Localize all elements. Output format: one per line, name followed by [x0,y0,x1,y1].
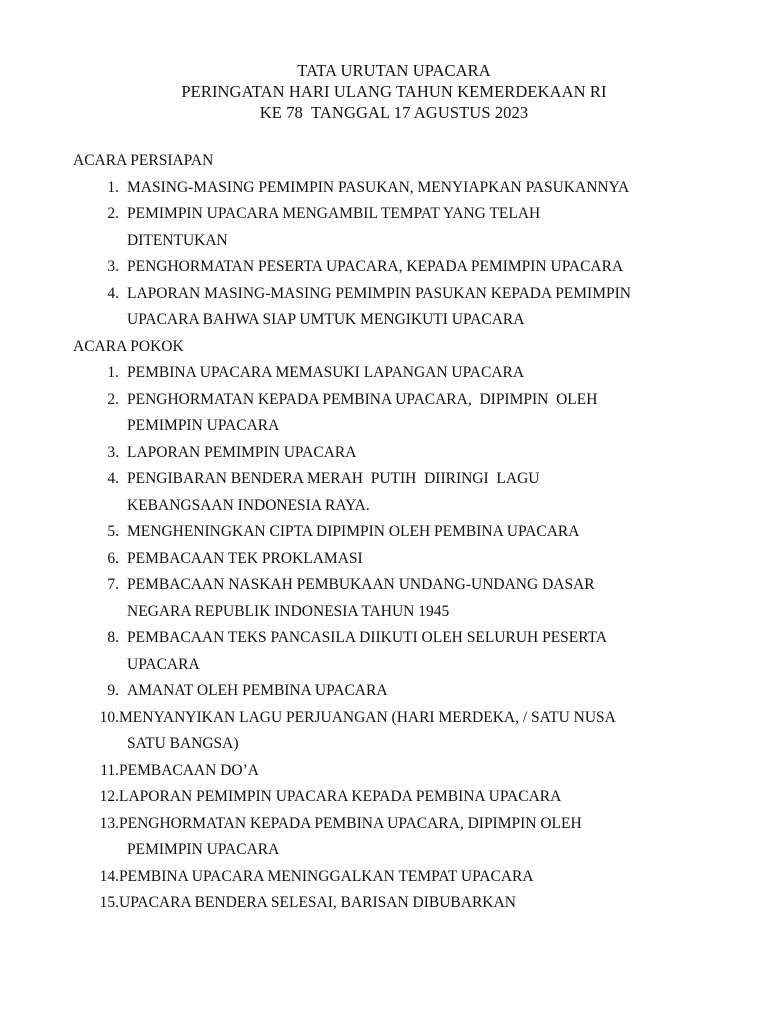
list-item-number: 14. [99,867,119,885]
list-item-continuation-line: UPACARA [127,655,200,673]
list-item-text [119,625,753,678]
title-line-3: KE 78 TANGGAL 17 AGUSTUS 2023 [259,103,529,122]
list-item-line: LAPORAN MASING-MASING PEMIMPIN PASUKAN KEPADA PEMIMPIN [127,284,631,302]
list-item [73,705,753,758]
list-item-line: LAPORAN PEMIMPIN UPACARA KEPADA PEMBINA UPACARA [119,788,562,805]
list-item-text [119,387,753,440]
list-item-number: 12. [99,788,119,805]
list-item-text [119,254,753,281]
section-heading: ACARA PERSIAPAN [73,152,214,169]
list-item-text [119,201,753,254]
list-item-number: 15. [99,894,119,911]
list-item-line: MENGHENINGKAN CIPTA DIPIMPIN OLEH PEMBINA UPACARA [127,523,580,540]
list-item-number: 1. [107,364,119,381]
list-item [73,519,753,546]
list-item-line: PEMBACAAN NASKAH PEMBUKAAN UNDANG-UNDANG DASAR [127,576,595,593]
list-item-line: UPACARA BENDERA SELESAI, BARISAN DIBUBARKAN [119,894,516,911]
list-item-text [119,440,753,467]
list-item-number: 2. [107,390,119,408]
list-item [73,175,753,202]
list-item-text [119,360,753,387]
section-acara-pokok [73,334,753,917]
list-item [73,440,753,467]
list-item [73,678,753,705]
list-item-number: 1. [107,178,119,196]
list-item-text [119,705,753,758]
list-item-continuation-line: UPACARA BAHWA SIAP UMTUK MENGIKUTI UPACARA [127,311,525,328]
list-item-text [119,281,753,334]
list-item-text [119,175,753,202]
list-item-line: MENYANYIKAN LAGU PERJUANGAN (HARI MERDEKA, / SATU NUSA [119,708,616,726]
document-body [73,148,753,917]
list-item-text [119,546,753,573]
list-item-text [119,811,753,864]
list-item-number: 5. [107,523,119,540]
list-item-number: 13. [99,814,119,832]
list-item-number: 6. [107,549,119,567]
list-item-number: 7. [107,576,119,593]
list-item-line: PENGHORMATAN PESERTA UPACARA, KEPADA PEMIMPIN UPACARA [127,258,624,275]
list-item-text [119,678,753,705]
section-acara-persiapan [73,148,753,334]
list-item-line: PENGHORMATAN KEPADA PEMBINA UPACARA, DIPIMPIN OLEH [119,814,582,832]
list-item-text [119,890,753,917]
title-line-2: PERINGATAN HARI ULANG TAHUN KEMERDEKAAN RI [181,82,607,101]
list-item [73,864,753,891]
list-item [73,281,753,334]
list-item-number: 3. [107,258,119,275]
list-item [73,387,753,440]
title-line-1: TATA URUTAN UPACARA [297,61,491,80]
list-item-number: 4. [107,470,119,487]
list-item-line: PENGIBARAN BENDERA MERAH PUTIH DIIRINGI LAGU [127,470,540,487]
list-item-number: 11. [100,761,119,779]
section-heading: ACARA POKOK [73,337,184,355]
list-item [73,254,753,281]
list-item-continuation-line: PEMIMPIN UPACARA [127,417,280,434]
list-item [73,466,753,519]
list-item-number: 3. [107,443,119,461]
list-item [73,201,753,254]
list-item-number: 2. [107,205,119,222]
list-item-continuation-line: SATU BANGSA) [127,735,239,752]
list-item-continuation-line: PEMIMPIN UPACARA [127,841,280,858]
list-item-continuation-line: NEGARA REPUBLIK INDONESIA TAHUN 1945 [127,602,450,620]
list-item-continuation-line: KEBANGSAAN INDONESIA RAYA. [127,496,370,514]
list-item-line: PEMBACAAN TEKS PANCASILA DIIKUTI OLEH SELURUH PESERTA [127,629,608,646]
list-item-line: MASING-MASING PEMIMPIN PASUKAN, MENYIAPKAN PASUKANNYA [127,178,630,196]
list-item-number: 4. [107,284,119,302]
list-item-text [119,758,753,785]
list-item-line: PENGHORMATAN KEPADA PEMBINA UPACARA, DIPIMPIN OLEH [127,390,598,408]
list-item-number: 8. [107,629,119,646]
list-item-text [119,572,753,625]
list-item [73,784,753,811]
list-item-continuation-line: DITENTUKAN [127,231,228,249]
list-item-text [119,784,753,811]
list-item-number: 9. [107,682,119,699]
list-item [73,572,753,625]
list-item-line: PEMBINA UPACARA MEMASUKI LAPANGAN UPACARA [127,364,525,381]
list-item-line: AMANAT OLEH PEMBINA UPACARA [127,682,388,699]
list-item [73,360,753,387]
list-item [73,625,753,678]
list-item [73,811,753,864]
list-item [73,890,753,917]
list-item-line: PEMBACAAN DO’A [119,761,259,779]
list-item-text [119,864,753,891]
list-item [73,758,753,785]
list-item-line: PEMBINA UPACARA MENINGGALKAN TEMPAT UPACARA [119,867,534,885]
list-item-number: 10. [99,708,119,726]
list-item-line: PEMIMPIN UPACARA MENGAMBIL TEMPAT YANG TELAH [127,205,541,222]
list-item-text [119,519,753,546]
list-item [73,546,753,573]
document-title [0,60,768,123]
list-item-line: LAPORAN PEMIMPIN UPACARA [127,443,357,461]
list-item-text [119,466,753,519]
list-item-line: PEMBACAAN TEK PROKLAMASI [127,549,363,567]
